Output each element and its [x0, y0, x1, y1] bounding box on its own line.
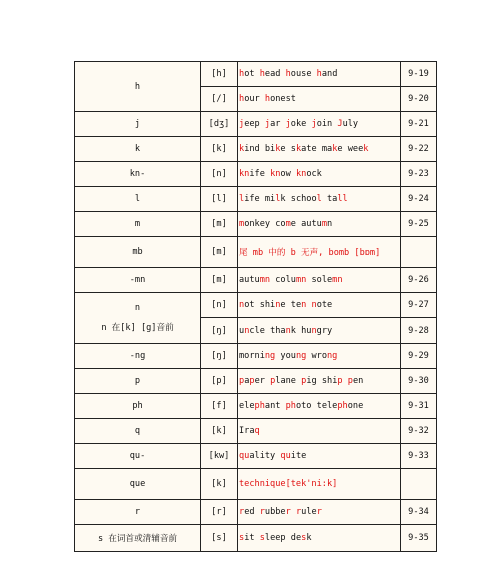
ipa-cell: [k]: [201, 469, 238, 500]
example-words-cell: [238, 419, 401, 444]
letter-text: ph: [132, 401, 143, 411]
highlighted-letters: r: [295, 507, 302, 517]
highlighted-letters: l: [275, 194, 281, 204]
word-text: leep de: [264, 533, 302, 543]
letter-cell: [75, 137, 201, 162]
example-words-cell: [238, 268, 401, 293]
word-text: ality: [249, 451, 281, 461]
ipa-cell: [dʒ]: [201, 112, 238, 137]
example-words-cell: [238, 237, 401, 268]
word-text: one: [347, 401, 364, 411]
lesson-code-cell: 9-27: [401, 293, 437, 318]
highlighted-letters: r: [285, 507, 291, 517]
highlighted-letters: k: [295, 144, 302, 154]
lesson-code-cell: 9-29: [401, 344, 437, 369]
letter-text: mb: [132, 247, 143, 257]
letter-cell: [75, 162, 201, 187]
letter-text: -ng: [129, 351, 146, 361]
highlighted-letters: ng: [295, 351, 307, 361]
word-text: ot shi: [244, 300, 276, 310]
highlighted-letters: k: [239, 144, 245, 154]
example-words-cell: [238, 344, 401, 369]
ipa-cell: [m]: [201, 268, 238, 293]
table-row: [75, 212, 437, 237]
table-row: [75, 293, 437, 318]
ipa-cell: [kw]: [201, 444, 238, 469]
highlighted-letters: p: [239, 376, 245, 386]
highlighted-letters: qu: [239, 451, 250, 461]
word-text: ote: [316, 300, 333, 310]
lesson-code-cell: 9-22: [401, 137, 437, 162]
highlighted-letters: kn: [270, 169, 281, 179]
example-words-cell: [238, 62, 401, 87]
word-text: lane: [275, 376, 302, 386]
letter-cell: [75, 419, 201, 444]
letter-cell: [75, 469, 201, 500]
letter-cell: [75, 394, 201, 419]
example-words-cell: [238, 112, 401, 137]
word-text: n: [327, 219, 333, 229]
example-words-cell: [238, 500, 401, 525]
word-text: oto tele: [295, 401, 338, 411]
word-text: oke: [290, 119, 312, 129]
highlighted-letters: kn: [239, 169, 250, 179]
highlighted-letters: p: [270, 376, 276, 386]
ipa-cell: [k]: [201, 419, 238, 444]
word-text: our: [244, 94, 265, 104]
highlighted-letters: j: [239, 119, 245, 129]
word-text: ate ma: [301, 144, 333, 154]
letter-text: l: [134, 194, 141, 204]
example-words-cell: [238, 137, 401, 162]
word-text: onest: [270, 94, 296, 104]
highlighted-letters: ng: [264, 351, 276, 361]
highlighted-letters: h: [285, 69, 291, 79]
highlighted-letters: s: [239, 533, 245, 543]
highlighted-letters: kn: [295, 169, 307, 179]
word-text: oin: [316, 119, 338, 129]
lesson-code-cell: 9-25: [401, 212, 437, 237]
word-text: ele: [239, 401, 255, 411]
lesson-code-cell: 9-30: [401, 369, 437, 394]
word-text: e autu: [290, 219, 322, 229]
table-row: [75, 112, 437, 137]
example-words-cell: [238, 87, 401, 112]
highlighted-letters: h: [259, 69, 265, 79]
letter-text: que: [129, 479, 146, 489]
lesson-code-cell: 9-35: [401, 525, 437, 552]
example-words-cell: [238, 212, 401, 237]
example-words-cell: [238, 525, 401, 552]
ipa-cell: [m]: [201, 212, 238, 237]
word-text: ow: [280, 169, 296, 179]
highlighted-letters: mn: [295, 275, 307, 285]
letter-text: q: [134, 426, 141, 436]
word-text: it: [244, 533, 260, 543]
ipa-cell: [/]: [201, 87, 238, 112]
word-text: en: [352, 376, 364, 386]
highlighted-letters: mn: [332, 275, 343, 285]
table-row: [75, 268, 437, 293]
word-text: ife: [249, 169, 271, 179]
letter-text: s 在词首或清辅音前: [97, 534, 178, 544]
ipa-cell: [h]: [201, 62, 238, 87]
table-row: [75, 62, 437, 87]
example-words-cell: [238, 187, 401, 212]
word-text: ule: [301, 507, 317, 517]
word-text: ock: [306, 169, 322, 179]
word-text: sole: [306, 275, 333, 285]
table-row: [75, 394, 437, 419]
word-text: er: [254, 376, 271, 386]
word-text: u: [239, 325, 245, 336]
lesson-code-cell: 9-26: [401, 268, 437, 293]
ipa-cell: [n]: [201, 293, 238, 318]
word-text: e te: [280, 300, 302, 310]
table-row: [75, 525, 437, 552]
word-text: gry: [316, 325, 333, 336]
lesson-code-cell: 9-31: [401, 394, 437, 419]
highlighted-letters: n: [311, 300, 317, 310]
word-text: colu: [270, 275, 296, 285]
letter-text: k: [134, 144, 141, 154]
word-text: ot: [244, 69, 260, 79]
letter-text: p: [134, 376, 141, 386]
ipa-cell: [n]: [201, 162, 238, 187]
table-row: [75, 469, 437, 500]
word-text: e s: [280, 144, 296, 154]
word-text: eep: [244, 119, 265, 129]
letter-note: n 在[k] [g]音前: [101, 323, 174, 333]
word-text: e wee: [337, 144, 364, 154]
letter-cell: [75, 293, 201, 344]
highlighted-letters: k: [363, 144, 369, 154]
word-text: uly: [342, 119, 359, 129]
word-text: k schoo: [280, 194, 317, 204]
highlighted-letters: r: [316, 507, 322, 517]
table-row: [75, 444, 437, 469]
example-words-cell: [238, 444, 401, 469]
highlighted-letters: k: [275, 144, 281, 154]
highlighted-letters: h: [316, 69, 322, 79]
highlighted-letters: qu: [280, 451, 291, 461]
lesson-code-cell: 9-34: [401, 500, 437, 525]
table-row: [75, 500, 437, 525]
highlighted-letters: p: [347, 376, 353, 386]
highlighted-letters: j: [264, 119, 271, 129]
word-text: a: [244, 376, 250, 386]
ipa-cell: [f]: [201, 394, 238, 419]
phonics-table: [74, 61, 437, 552]
highlighted-letters: p: [337, 376, 343, 386]
highlighted-letters: j: [311, 119, 317, 129]
lesson-code-cell: 9-20: [401, 87, 437, 112]
word-text: Ira: [239, 426, 255, 436]
example-words-cell: [238, 162, 401, 187]
letter-cell: [75, 500, 201, 525]
letter-text: kn-: [129, 169, 146, 179]
word-text: ubbe: [264, 507, 286, 517]
highlighted-letters: m: [239, 219, 245, 229]
highlighted-letters: h: [239, 94, 245, 104]
highlighted-letters: n: [301, 300, 307, 310]
letter-cell: [75, 444, 201, 469]
letter-cell: [75, 112, 201, 137]
highlighted-letters: p: [249, 376, 255, 386]
highlighted-letters: technique[tek'ni:k]: [239, 479, 338, 489]
highlighted-letters: k: [332, 144, 338, 154]
highlighted-letters: ng: [327, 351, 338, 361]
highlighted-letters: l: [316, 194, 322, 204]
word-text: cle tha: [249, 325, 286, 336]
ipa-cell: [s]: [201, 525, 238, 552]
word-text: ouse: [290, 69, 317, 79]
highlighted-letters: n: [311, 325, 317, 336]
highlighted-letters: n: [285, 325, 291, 336]
word-text: ed: [244, 507, 260, 517]
table-row: [75, 187, 437, 212]
lesson-code-cell: 9-19: [401, 62, 437, 87]
word-text: k: [306, 533, 312, 543]
word-text: ig shi: [306, 376, 338, 386]
letter-text: r: [134, 507, 141, 517]
word-text: ar: [270, 119, 286, 129]
highlighted-letters: n: [244, 325, 250, 336]
ipa-cell: [ŋ]: [201, 318, 238, 344]
word-text: ife mi: [244, 194, 276, 204]
lesson-code-cell: 9-23: [401, 162, 437, 187]
word-text: ead: [264, 69, 286, 79]
example-words-cell: [238, 369, 401, 394]
highlighted-letters: h: [264, 94, 271, 104]
letter-cell: [75, 212, 201, 237]
table-row: [75, 162, 437, 187]
highlighted-letters: h: [239, 69, 245, 79]
highlighted-letters: ph: [254, 401, 265, 411]
lesson-code-cell: 9-28: [401, 318, 437, 344]
lesson-code-cell: [401, 469, 437, 500]
letter-cell: [75, 525, 201, 552]
letter-cell: [75, 268, 201, 293]
letter-cell: [75, 187, 201, 212]
word-text: you: [275, 351, 296, 361]
highlighted-letters: ph: [285, 401, 296, 411]
word-text: ite: [290, 451, 307, 461]
lesson-code-cell: 9-33: [401, 444, 437, 469]
word-text: autu: [239, 275, 260, 285]
letter-text: -mn: [129, 275, 146, 285]
highlighted-letters: s: [301, 533, 307, 543]
ipa-cell: [ŋ]: [201, 344, 238, 369]
letter-cell: [75, 344, 201, 369]
word-text: k hu: [290, 325, 312, 336]
table-row: [75, 344, 437, 369]
letter-text: h: [134, 81, 141, 92]
lesson-code-cell: 9-21: [401, 112, 437, 137]
word-text: morni: [239, 351, 265, 361]
word-text: and: [321, 69, 338, 79]
highlighted-letters: s: [259, 533, 265, 543]
table-row: [75, 237, 437, 268]
letter-cell: [75, 62, 201, 112]
highlighted-letters: ll: [337, 194, 348, 204]
table-row: [75, 137, 437, 162]
letter-text: j: [134, 119, 141, 129]
table-row: [75, 419, 437, 444]
highlighted-letters: n: [239, 300, 245, 310]
word-text: ant: [264, 401, 286, 411]
word-text: ta: [321, 194, 338, 204]
highlighted-letters: m: [285, 219, 291, 229]
lesson-code-cell: 9-24: [401, 187, 437, 212]
word-text: ind bi: [244, 144, 276, 154]
letter-text: qu-: [129, 451, 146, 461]
ipa-cell: [k]: [201, 137, 238, 162]
highlighted-letters: r: [239, 507, 245, 517]
lesson-code-cell: 9-32: [401, 419, 437, 444]
ipa-cell: [r]: [201, 500, 238, 525]
highlighted-letters: n: [275, 300, 281, 310]
letter-cell: [75, 237, 201, 268]
highlighted-letters: mn: [259, 275, 271, 285]
highlighted-letters: ph: [337, 401, 348, 411]
highlighted-letters: r: [259, 507, 265, 517]
highlighted-letters: j: [285, 119, 291, 129]
example-words-cell: [238, 394, 401, 419]
ipa-cell: [p]: [201, 369, 238, 394]
highlighted-letters: J: [337, 119, 343, 129]
highlighted-letters: q: [254, 426, 260, 436]
ipa-cell: [m]: [201, 237, 238, 268]
example-words-cell: [238, 469, 401, 500]
ipa-cell: [l]: [201, 187, 238, 212]
highlighted-letters: 尾 mb 中的 b 无声, bomb [bɒm]: [239, 248, 381, 258]
example-words-cell: [238, 318, 401, 344]
highlighted-letters: m: [321, 219, 328, 229]
highlighted-letters: p: [301, 376, 307, 386]
lesson-code-cell: [401, 237, 437, 268]
example-words-cell: [238, 293, 401, 318]
word-text: wro: [306, 351, 327, 361]
letter-text: n: [134, 303, 141, 313]
highlighted-letters: l: [239, 194, 245, 204]
table-row: [75, 369, 437, 394]
letter-text: m: [134, 219, 141, 229]
letter-cell: [75, 369, 201, 394]
word-text: onkey co: [244, 219, 286, 229]
